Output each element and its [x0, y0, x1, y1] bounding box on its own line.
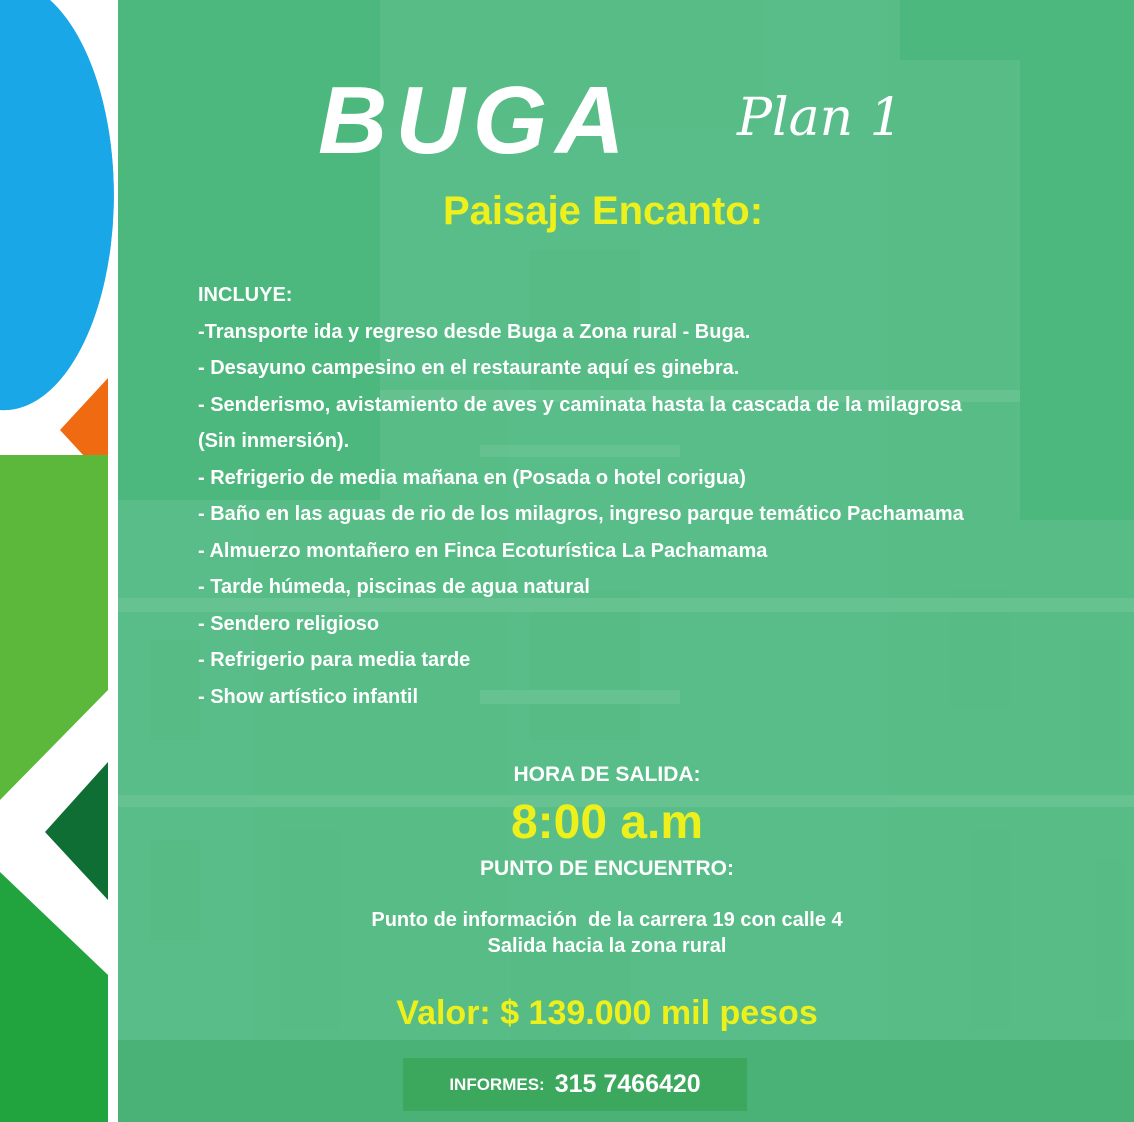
list-item: -Transporte ida y regreso desde Buga a Zona rural - Buga.	[198, 320, 751, 343]
list-item: - Desayuno campesino en el restaurante aquí es ginebra.	[198, 357, 740, 379]
list-item: (Sin inmersión).	[198, 430, 350, 452]
plan-label: Plan 1	[737, 88, 903, 148]
list-item: - Tarde húmeda, piscinas de agua natural	[198, 576, 590, 598]
page-title: BUGA	[318, 67, 633, 174]
includes-list	[198, 277, 1098, 715]
price: Valor: $ 139.000 mil pesos	[396, 994, 818, 1032]
departure-time: 8:00 a.m	[510, 796, 704, 849]
meeting-label: PUNTO DE ENCUENTRO:	[480, 857, 734, 880]
meeting-line-2: Salida hacia la zona rural	[487, 935, 727, 957]
list-item: - Refrigerio de media mañana en (Posada o hotel corigua)	[198, 466, 746, 489]
list-item: - Almuerzo montañero en Finca Ecoturística La Pachamama	[198, 539, 768, 562]
meeting-line-1: Punto de información de la carrera 19 con calle 4	[371, 909, 843, 931]
contact-badge	[403, 1058, 747, 1111]
list-item: - Refrigerio para media tarde	[198, 649, 471, 671]
meeting-point	[0, 907, 1134, 959]
list-item: - Sendero religioso	[198, 612, 380, 635]
list-item: - Show artístico infantil	[198, 685, 419, 708]
list-item: - Senderismo, avistamiento de aves y caminata hasta la cascada de la milagrosa	[198, 393, 962, 416]
departure-label: HORA DE SALIDA:	[513, 763, 701, 786]
contact-label: INFORMES:	[449, 1074, 545, 1094]
includes-heading: INCLUYE:	[198, 284, 293, 306]
list-item: - Baño en las aguas de rio de los milagros, ingreso parque temático Pachamama	[198, 503, 964, 525]
contact-phone[interactable]: 315 7466420	[554, 1070, 701, 1098]
plan-subtitle: Paisaje Encanto:	[442, 189, 764, 233]
